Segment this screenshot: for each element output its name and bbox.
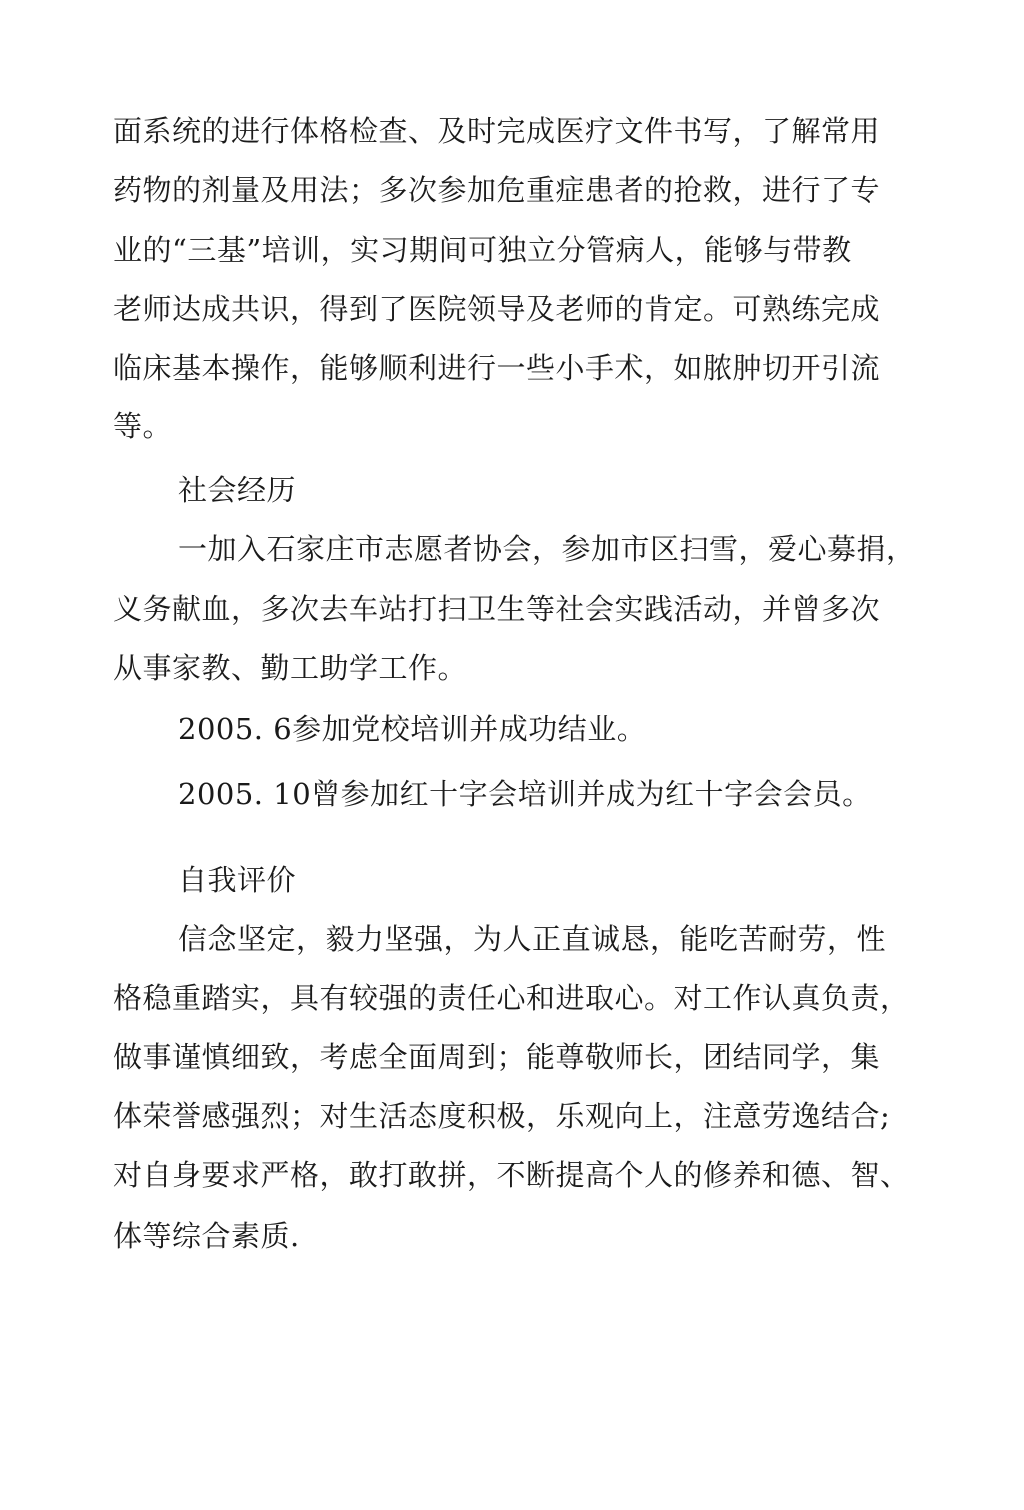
text-line: 格稳重踏实，具有较强的责任心和进取心。对工作认真负责， bbox=[113, 981, 910, 1015]
text-line: 一加入石家庄市志愿者协会，参加市区扫雪，爱心募捐， bbox=[178, 532, 916, 566]
text-line: 药物的剂量及用法；多次参加危重症患者的抢救，进行了专 bbox=[113, 173, 881, 207]
section-heading: 社会经历 bbox=[178, 473, 297, 507]
text-line: 做事谨慎细致，考虑全面周到；能尊敬师长，团结同学，集 bbox=[113, 1040, 881, 1074]
text-line: 临床基本操作，能够顺利进行一些小手术，如脓肿切开引流 bbox=[113, 351, 881, 385]
text-line: 体等综合素质. bbox=[113, 1219, 300, 1253]
text-line: 信念坚定，毅力坚强，为人正直诚恳，能吃苦耐劳，性 bbox=[178, 922, 887, 956]
text-line: 业的“三基”培训，实习期间可独立分管病人，能够与带教 bbox=[113, 233, 852, 267]
dated-entry: 2005. 10曾参加红十字会培训并成为红十字会会员。 bbox=[178, 777, 872, 811]
text-line: 从事家教、勤工助学工作。 bbox=[113, 651, 468, 685]
text-line: 义务献血，多次去车站打扫卫生等社会实践活动，并曾多次 bbox=[113, 592, 881, 626]
text-line: 体荣誉感强烈；对生活态度积极，乐观向上，注意劳逸结合; bbox=[113, 1099, 891, 1133]
dated-entry: 2005. 6参加党校培训并成功结业。 bbox=[178, 712, 647, 746]
section-heading: 自我评价 bbox=[178, 863, 297, 897]
text-line: 老师达成共识，得到了医院领导及老师的肯定。可熟练完成 bbox=[113, 292, 881, 326]
text-line: 对自身要求严格，敢打敢拼，不断提高个人的修养和德、智、 bbox=[113, 1158, 910, 1192]
text-line: 等。 bbox=[113, 409, 173, 443]
text-line: 面系统的进行体格检查、及时完成医疗文件书写，了解常用 bbox=[113, 114, 881, 148]
